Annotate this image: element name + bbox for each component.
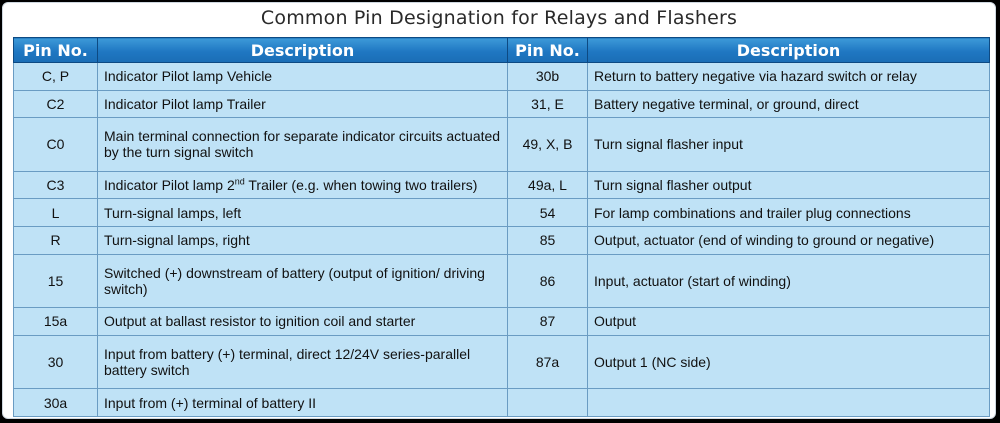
description-cell <box>588 389 990 417</box>
pin-cell: C3 <box>14 171 98 199</box>
document-frame <box>2 2 996 419</box>
description-cell: For lamp combinations and trailer plug connections <box>588 199 990 227</box>
pin-cell: 85 <box>508 226 588 254</box>
table-row <box>14 308 990 336</box>
pin-cell: 15a <box>14 308 98 336</box>
pin-cell: R <box>14 226 98 254</box>
description-cell: Output <box>588 308 990 336</box>
header-description-left: Description <box>98 38 508 63</box>
table-row <box>14 63 990 91</box>
table-row <box>14 90 990 118</box>
pin-cell <box>508 389 588 417</box>
table-row <box>14 199 990 227</box>
pin-cell: C0 <box>14 118 98 172</box>
table-row <box>14 389 990 417</box>
pin-cell: 54 <box>508 199 588 227</box>
header-pin-right: Pin No. <box>508 38 588 63</box>
description-cell: Turn-signal lamps, left <box>98 199 508 227</box>
table-header-row <box>14 38 990 63</box>
pin-cell: C, P <box>14 63 98 91</box>
pin-cell: 30a <box>14 389 98 417</box>
table-row <box>14 226 990 254</box>
description-cell: Indicator Pilot lamp Vehicle <box>98 63 508 91</box>
description-cell: Input from battery (+) terminal, direct 12/24V series-parallel battery switch <box>98 335 508 389</box>
description-cell: Turn-signal lamps, right <box>98 226 508 254</box>
description-cell: Output, actuator (end of winding to ground or negative) <box>588 226 990 254</box>
header-description-right: Description <box>588 38 990 63</box>
description-cell: Input from (+) terminal of battery II <box>98 389 508 417</box>
description-text: Indicator Pilot lamp 2 <box>104 177 235 194</box>
pin-cell: 30 <box>14 335 98 389</box>
description-cell: Turn signal flasher input <box>588 118 990 172</box>
table-row <box>14 335 990 389</box>
pin-cell: L <box>14 199 98 227</box>
pin-cell: 86 <box>508 254 588 308</box>
pin-cell: 87a <box>508 335 588 389</box>
header-pin-left: Pin No. <box>14 38 98 63</box>
description-cell: Battery negative terminal, or ground, direct <box>588 90 990 118</box>
description-text: Trailer (e.g. when towing two trailers) <box>244 177 478 194</box>
pin-cell: 15 <box>14 254 98 308</box>
description-cell: Output 1 (NC side) <box>588 335 990 389</box>
description-cell: Turn signal flasher output <box>588 171 990 199</box>
table-row <box>14 171 990 199</box>
pin-cell: 87 <box>508 308 588 336</box>
description-cell <box>98 171 508 199</box>
description-cell: Switched (+) downstream of battery (output of ignition/ driving switch) <box>98 254 508 308</box>
pin-cell: 30b <box>508 63 588 91</box>
table-row <box>14 118 990 172</box>
page-title: Common Pin Designation for Relays and Flashers <box>260 7 738 29</box>
ordinal-suffix: nd <box>234 176 245 187</box>
pin-cell: 49a, L <box>508 171 588 199</box>
pin-cell: 31, E <box>508 90 588 118</box>
description-cell: Indicator Pilot lamp Trailer <box>98 90 508 118</box>
description-cell: Output at ballast resistor to ignition coil and starter <box>98 308 508 336</box>
pin-designation-table <box>13 37 990 417</box>
pin-cell: 49, X, B <box>508 118 588 172</box>
table-row <box>14 254 990 308</box>
pin-cell: C2 <box>14 90 98 118</box>
description-cell: Input, actuator (start of winding) <box>588 254 990 308</box>
description-cell: Return to battery negative via hazard switch or relay <box>588 63 990 91</box>
description-cell: Main terminal connection for separate indicator circuits actuated by the turn signal switch <box>98 118 508 172</box>
